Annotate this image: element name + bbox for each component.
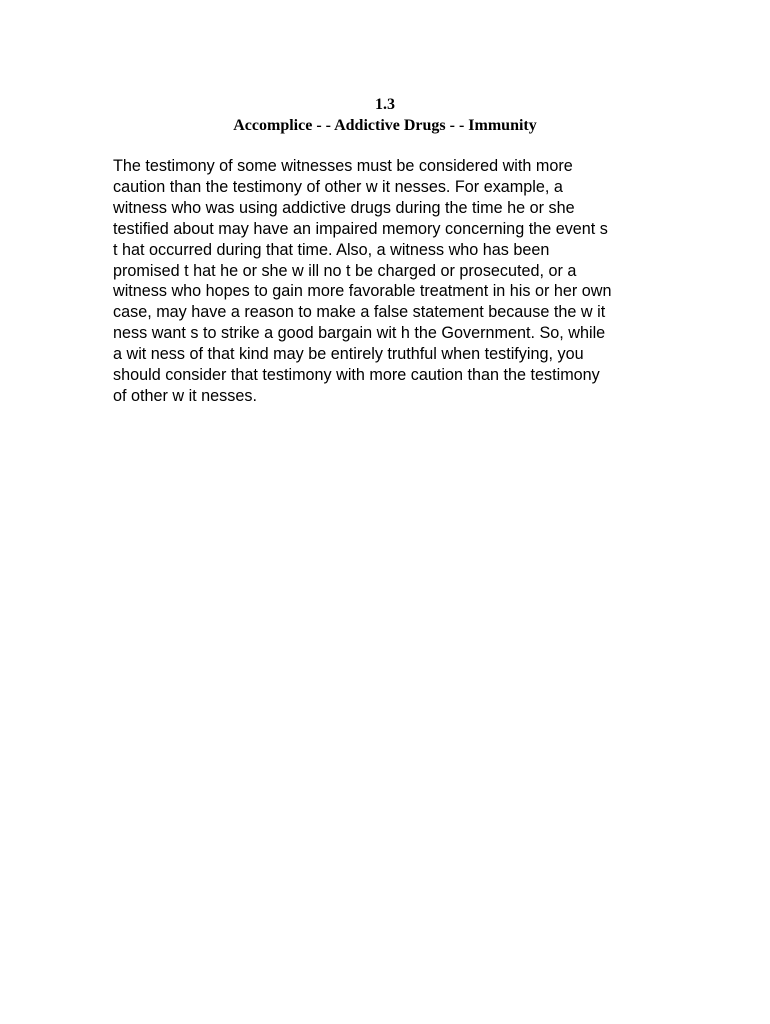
- body-line: t hat occurred during that time. Also, a witness who has been: [113, 240, 550, 259]
- body-line: witness who was using addictive drugs during the time he or she: [113, 198, 575, 217]
- body-line: case, may have a reason to make a false statement because the w it: [113, 303, 606, 322]
- body-line: caution than the testimony of other w it nesses. For example, a: [113, 177, 563, 196]
- body-line: witness who hopes to gain more favorable treatment in his or her own: [113, 282, 612, 301]
- body-line: of other w it nesses.: [113, 386, 257, 405]
- body-paragraph: [113, 156, 673, 407]
- body-line: testified about may have an impaired memory concerning the event s: [113, 219, 608, 238]
- body-line: should consider that testimony with more caution than the testimony: [113, 366, 600, 385]
- body-line: The testimony of some witnesses must be considered with more: [113, 157, 573, 175]
- section-title: Accomplice - - Addictive Drugs - - Immunity: [233, 117, 537, 134]
- section-number: 1.3: [375, 96, 395, 113]
- body-line: promised t hat he or she w ill no t be charged or prosecuted, or a: [113, 261, 577, 280]
- section-heading: [0, 94, 770, 136]
- body-line: a wit ness of that kind may be entirely truthful when testifying, you: [113, 345, 584, 364]
- body-line: ness want s to strike a good bargain wit h the Government. So, while: [113, 324, 606, 343]
